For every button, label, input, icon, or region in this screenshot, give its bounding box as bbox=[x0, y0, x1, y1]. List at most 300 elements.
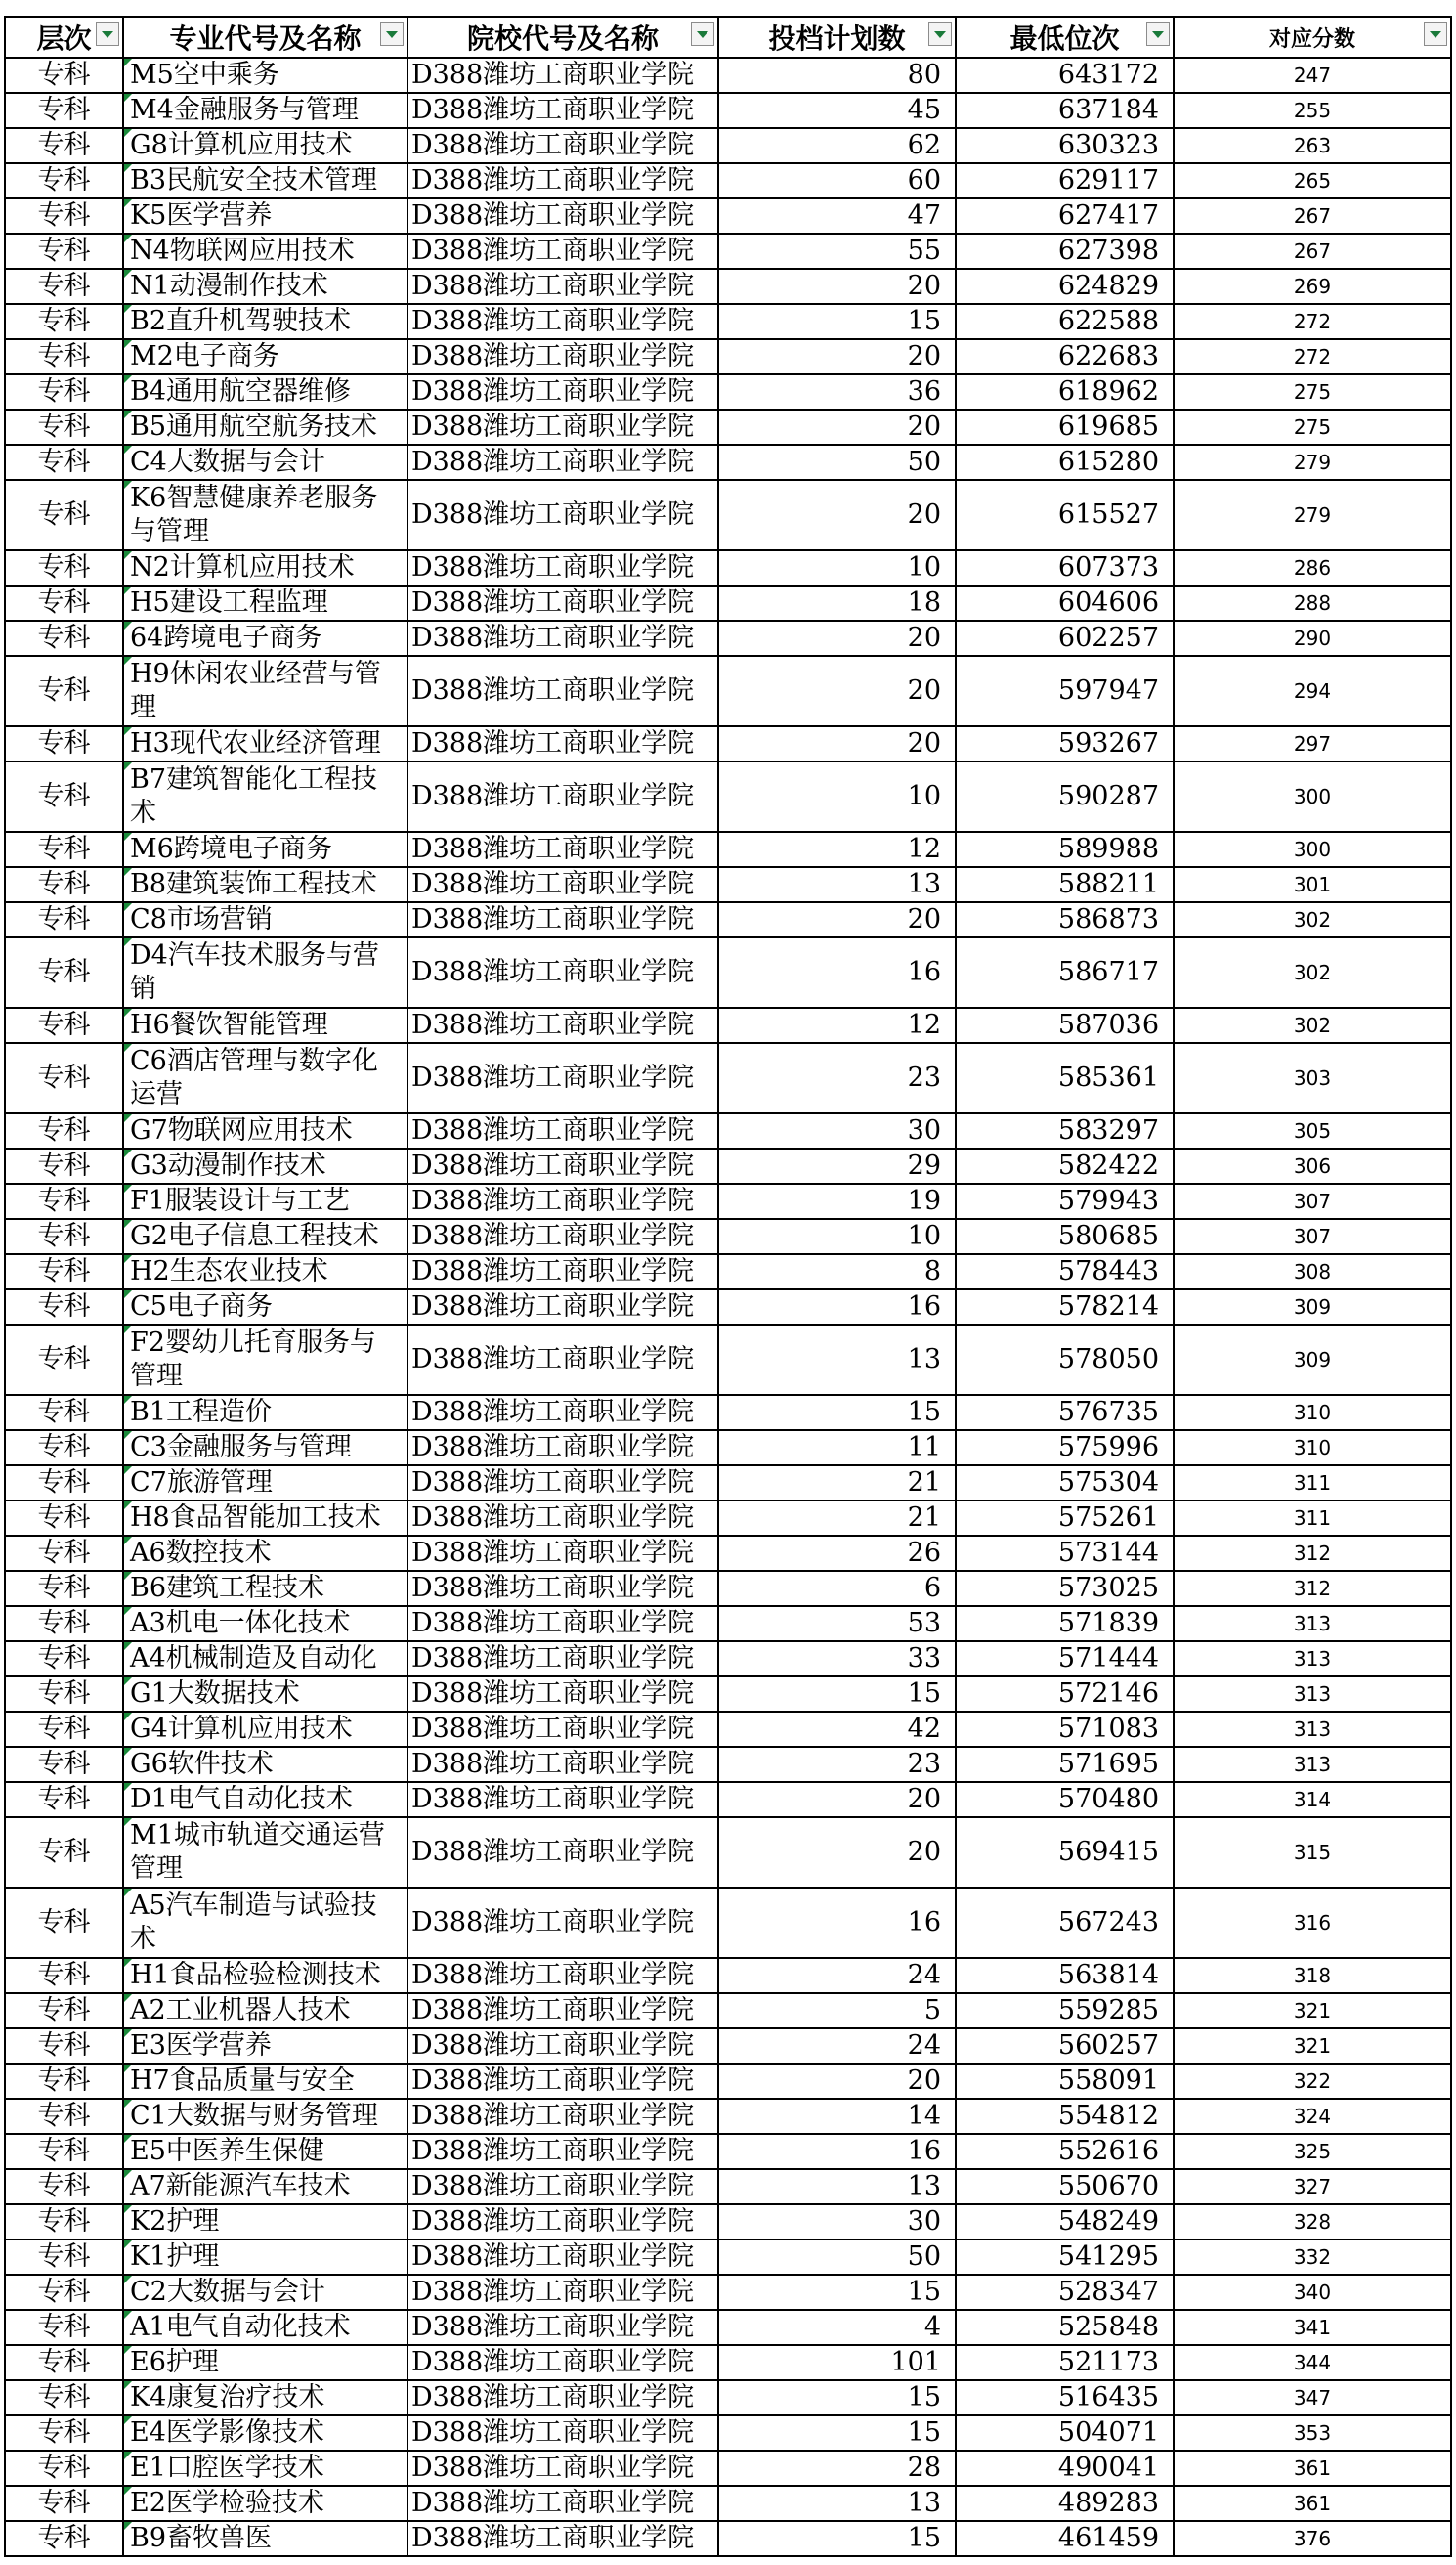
cell-school[interactable]: D388潍坊工商职业学院 bbox=[407, 902, 718, 937]
cell-school[interactable]: D388潍坊工商职业学院 bbox=[407, 2275, 718, 2310]
cell-min-rank[interactable]: 575996 bbox=[956, 1430, 1174, 1465]
cell-level[interactable]: 专科 bbox=[5, 269, 123, 304]
cell-major[interactable]: B8建筑装饰工程技术 bbox=[123, 867, 407, 902]
cell-level[interactable]: 专科 bbox=[5, 2486, 123, 2521]
cell-min-rank[interactable]: 627417 bbox=[956, 198, 1174, 234]
cell-min-rank[interactable]: 552616 bbox=[956, 2134, 1174, 2169]
cell-level[interactable]: 专科 bbox=[5, 1219, 123, 1254]
cell-major[interactable]: F1服装设计与工艺 bbox=[123, 1184, 407, 1219]
cell-level[interactable]: 专科 bbox=[5, 2310, 123, 2345]
cell-major[interactable]: H2生态农业技术 bbox=[123, 1254, 407, 1289]
filter-dropdown-icon[interactable] bbox=[380, 22, 404, 46]
cell-plan-count[interactable]: 13 bbox=[718, 1325, 956, 1395]
cell-score[interactable]: 267 bbox=[1174, 234, 1451, 269]
cell-plan-count[interactable]: 10 bbox=[718, 1219, 956, 1254]
filter-dropdown-icon[interactable] bbox=[691, 22, 714, 46]
cell-plan-count[interactable]: 21 bbox=[718, 1500, 956, 1536]
cell-level[interactable]: 专科 bbox=[5, 445, 123, 480]
cell-plan-count[interactable]: 15 bbox=[718, 2521, 956, 2556]
filter-dropdown-icon[interactable] bbox=[1424, 22, 1447, 46]
cell-plan-count[interactable]: 23 bbox=[718, 1043, 956, 1113]
cell-major[interactable]: G7物联网应用技术 bbox=[123, 1113, 407, 1149]
cell-min-rank[interactable]: 571083 bbox=[956, 1712, 1174, 1747]
cell-score[interactable]: 324 bbox=[1174, 2099, 1451, 2134]
cell-score[interactable]: 310 bbox=[1174, 1430, 1451, 1465]
cell-school[interactable]: D388潍坊工商职业学院 bbox=[407, 656, 718, 726]
cell-min-rank[interactable]: 580685 bbox=[956, 1219, 1174, 1254]
cell-level[interactable]: 专科 bbox=[5, 1008, 123, 1043]
cell-score[interactable]: 347 bbox=[1174, 2380, 1451, 2415]
cell-score[interactable]: 313 bbox=[1174, 1676, 1451, 1712]
cell-school[interactable]: D388潍坊工商职业学院 bbox=[407, 867, 718, 902]
cell-major[interactable]: E3医学营养 bbox=[123, 2028, 407, 2064]
cell-school[interactable]: D388潍坊工商职业学院 bbox=[407, 1641, 718, 1676]
cell-score[interactable]: 265 bbox=[1174, 163, 1451, 198]
cell-major[interactable]: E1口腔医学技术 bbox=[123, 2451, 407, 2486]
cell-major[interactable]: B3民航安全技术管理 bbox=[123, 163, 407, 198]
cell-major[interactable]: H8食品智能加工技术 bbox=[123, 1500, 407, 1536]
cell-level[interactable]: 专科 bbox=[5, 586, 123, 621]
cell-score[interactable]: 306 bbox=[1174, 1149, 1451, 1184]
cell-score[interactable]: 321 bbox=[1174, 2028, 1451, 2064]
cell-min-rank[interactable]: 489283 bbox=[956, 2486, 1174, 2521]
cell-level[interactable]: 专科 bbox=[5, 1606, 123, 1641]
cell-level[interactable]: 专科 bbox=[5, 2275, 123, 2310]
cell-plan-count[interactable]: 13 bbox=[718, 2169, 956, 2204]
cell-score[interactable]: 312 bbox=[1174, 1571, 1451, 1606]
cell-min-rank[interactable]: 615527 bbox=[956, 480, 1174, 550]
cell-level[interactable]: 专科 bbox=[5, 374, 123, 410]
cell-level[interactable]: 专科 bbox=[5, 410, 123, 445]
cell-level[interactable]: 专科 bbox=[5, 2521, 123, 2556]
cell-plan-count[interactable]: 15 bbox=[718, 1395, 956, 1430]
cell-level[interactable]: 专科 bbox=[5, 1184, 123, 1219]
cell-min-rank[interactable]: 604606 bbox=[956, 586, 1174, 621]
cell-score[interactable]: 361 bbox=[1174, 2451, 1451, 2486]
cell-school[interactable]: D388潍坊工商职业学院 bbox=[407, 1043, 718, 1113]
cell-min-rank[interactable]: 579943 bbox=[956, 1184, 1174, 1219]
cell-school[interactable]: D388潍坊工商职业学院 bbox=[407, 1465, 718, 1500]
cell-plan-count[interactable]: 12 bbox=[718, 832, 956, 867]
cell-level[interactable]: 专科 bbox=[5, 2415, 123, 2451]
cell-school[interactable]: D388潍坊工商职业学院 bbox=[407, 1254, 718, 1289]
cell-min-rank[interactable]: 575261 bbox=[956, 1500, 1174, 1536]
cell-level[interactable]: 专科 bbox=[5, 1888, 123, 1958]
cell-school[interactable]: D388潍坊工商职业学院 bbox=[407, 198, 718, 234]
cell-major[interactable]: K6智慧健康养老服务与管理 bbox=[123, 480, 407, 550]
cell-school[interactable]: D388潍坊工商职业学院 bbox=[407, 2345, 718, 2380]
cell-major[interactable]: C1大数据与财务管理 bbox=[123, 2099, 407, 2134]
cell-level[interactable]: 专科 bbox=[5, 163, 123, 198]
cell-plan-count[interactable]: 16 bbox=[718, 2134, 956, 2169]
cell-min-rank[interactable]: 593267 bbox=[956, 726, 1174, 761]
cell-school[interactable]: D388潍坊工商职业学院 bbox=[407, 269, 718, 304]
cell-plan-count[interactable]: 26 bbox=[718, 1536, 956, 1571]
cell-level[interactable]: 专科 bbox=[5, 2134, 123, 2169]
cell-major[interactable]: B6建筑工程技术 bbox=[123, 1571, 407, 1606]
cell-plan-count[interactable]: 24 bbox=[718, 1958, 956, 1993]
cell-min-rank[interactable]: 629117 bbox=[956, 163, 1174, 198]
cell-score[interactable]: 316 bbox=[1174, 1888, 1451, 1958]
cell-score[interactable]: 307 bbox=[1174, 1184, 1451, 1219]
cell-plan-count[interactable]: 20 bbox=[718, 269, 956, 304]
cell-min-rank[interactable]: 575304 bbox=[956, 1465, 1174, 1500]
cell-school[interactable]: D388潍坊工商职业学院 bbox=[407, 1993, 718, 2028]
cell-min-rank[interactable]: 637184 bbox=[956, 93, 1174, 128]
cell-school[interactable]: D388潍坊工商职业学院 bbox=[407, 2521, 718, 2556]
cell-level[interactable]: 专科 bbox=[5, 93, 123, 128]
cell-min-rank[interactable]: 554812 bbox=[956, 2099, 1174, 2134]
cell-score[interactable]: 279 bbox=[1174, 445, 1451, 480]
cell-score[interactable]: 376 bbox=[1174, 2521, 1451, 2556]
cell-school[interactable]: D388潍坊工商职业学院 bbox=[407, 339, 718, 374]
cell-level[interactable]: 专科 bbox=[5, 1817, 123, 1888]
cell-level[interactable]: 专科 bbox=[5, 2204, 123, 2239]
cell-school[interactable]: D388潍坊工商职业学院 bbox=[407, 58, 718, 93]
cell-level[interactable]: 专科 bbox=[5, 1325, 123, 1395]
cell-level[interactable]: 专科 bbox=[5, 761, 123, 832]
cell-plan-count[interactable]: 15 bbox=[718, 1676, 956, 1712]
cell-major[interactable]: G2电子信息工程技术 bbox=[123, 1219, 407, 1254]
cell-plan-count[interactable]: 11 bbox=[718, 1430, 956, 1465]
cell-level[interactable]: 专科 bbox=[5, 1500, 123, 1536]
cell-level[interactable]: 专科 bbox=[5, 1712, 123, 1747]
cell-score[interactable]: 272 bbox=[1174, 304, 1451, 339]
cell-min-rank[interactable]: 583297 bbox=[956, 1113, 1174, 1149]
cell-plan-count[interactable]: 62 bbox=[718, 128, 956, 163]
cell-level[interactable]: 专科 bbox=[5, 1782, 123, 1817]
cell-level[interactable]: 专科 bbox=[5, 1430, 123, 1465]
cell-major[interactable]: C8市场营销 bbox=[123, 902, 407, 937]
cell-score[interactable]: 313 bbox=[1174, 1606, 1451, 1641]
cell-min-rank[interactable]: 590287 bbox=[956, 761, 1174, 832]
cell-min-rank[interactable]: 573144 bbox=[956, 1536, 1174, 1571]
cell-min-rank[interactable]: 525848 bbox=[956, 2310, 1174, 2345]
cell-school[interactable]: D388潍坊工商职业学院 bbox=[407, 1782, 718, 1817]
cell-level[interactable]: 专科 bbox=[5, 2239, 123, 2275]
cell-plan-count[interactable]: 20 bbox=[718, 1782, 956, 1817]
cell-major[interactable]: K5医学营养 bbox=[123, 198, 407, 234]
cell-min-rank[interactable]: 622588 bbox=[956, 304, 1174, 339]
cell-level[interactable]: 专科 bbox=[5, 1113, 123, 1149]
cell-score[interactable]: 269 bbox=[1174, 269, 1451, 304]
cell-min-rank[interactable]: 624829 bbox=[956, 269, 1174, 304]
cell-major[interactable]: E4医学影像技术 bbox=[123, 2415, 407, 2451]
cell-min-rank[interactable]: 528347 bbox=[956, 2275, 1174, 2310]
cell-school[interactable]: D388潍坊工商职业学院 bbox=[407, 1500, 718, 1536]
cell-min-rank[interactable]: 573025 bbox=[956, 1571, 1174, 1606]
cell-score[interactable]: 255 bbox=[1174, 93, 1451, 128]
cell-school[interactable]: D388潍坊工商职业学院 bbox=[407, 1712, 718, 1747]
cell-level[interactable]: 专科 bbox=[5, 1641, 123, 1676]
cell-level[interactable]: 专科 bbox=[5, 1993, 123, 2028]
cell-school[interactable]: D388潍坊工商职业学院 bbox=[407, 1888, 718, 1958]
cell-score[interactable]: 313 bbox=[1174, 1747, 1451, 1782]
cell-level[interactable]: 专科 bbox=[5, 621, 123, 656]
cell-score[interactable]: 288 bbox=[1174, 586, 1451, 621]
cell-major[interactable]: C7旅游管理 bbox=[123, 1465, 407, 1500]
cell-plan-count[interactable]: 15 bbox=[718, 2380, 956, 2415]
cell-plan-count[interactable]: 8 bbox=[718, 1254, 956, 1289]
cell-plan-count[interactable]: 15 bbox=[718, 304, 956, 339]
cell-score[interactable]: 302 bbox=[1174, 1008, 1451, 1043]
cell-min-rank[interactable]: 602257 bbox=[956, 621, 1174, 656]
cell-school[interactable]: D388潍坊工商职业学院 bbox=[407, 93, 718, 128]
cell-school[interactable]: D388潍坊工商职业学院 bbox=[407, 832, 718, 867]
cell-plan-count[interactable]: 50 bbox=[718, 445, 956, 480]
cell-school[interactable]: D388潍坊工商职业学院 bbox=[407, 2134, 718, 2169]
cell-plan-count[interactable]: 45 bbox=[718, 93, 956, 128]
cell-score[interactable]: 300 bbox=[1174, 761, 1451, 832]
cell-score[interactable]: 328 bbox=[1174, 2204, 1451, 2239]
cell-school[interactable]: D388潍坊工商职业学院 bbox=[407, 1817, 718, 1888]
cell-major[interactable]: D1电气自动化技术 bbox=[123, 1782, 407, 1817]
cell-major[interactable]: B9畜牧兽医 bbox=[123, 2521, 407, 2556]
cell-major[interactable]: C4大数据与会计 bbox=[123, 445, 407, 480]
cell-level[interactable]: 专科 bbox=[5, 2099, 123, 2134]
cell-major[interactable]: G6软件技术 bbox=[123, 1747, 407, 1782]
cell-school[interactable]: D388潍坊工商职业学院 bbox=[407, 1536, 718, 1571]
cell-plan-count[interactable]: 10 bbox=[718, 761, 956, 832]
cell-school[interactable]: D388潍坊工商职业学院 bbox=[407, 2239, 718, 2275]
cell-school[interactable]: D388潍坊工商职业学院 bbox=[407, 374, 718, 410]
cell-min-rank[interactable]: 541295 bbox=[956, 2239, 1174, 2275]
cell-plan-count[interactable]: 12 bbox=[718, 1008, 956, 1043]
cell-level[interactable]: 专科 bbox=[5, 2451, 123, 2486]
cell-level[interactable]: 专科 bbox=[5, 1676, 123, 1712]
cell-level[interactable]: 专科 bbox=[5, 1571, 123, 1606]
cell-score[interactable]: 361 bbox=[1174, 2486, 1451, 2521]
cell-major[interactable]: D4汽车技术服务与营销 bbox=[123, 937, 407, 1008]
cell-plan-count[interactable]: 20 bbox=[718, 480, 956, 550]
cell-min-rank[interactable]: 607373 bbox=[956, 550, 1174, 586]
cell-school[interactable]: D388潍坊工商职业学院 bbox=[407, 1676, 718, 1712]
cell-level[interactable]: 专科 bbox=[5, 726, 123, 761]
cell-score[interactable]: 263 bbox=[1174, 128, 1451, 163]
cell-major[interactable]: G3动漫制作技术 bbox=[123, 1149, 407, 1184]
cell-min-rank[interactable]: 569415 bbox=[956, 1817, 1174, 1888]
cell-plan-count[interactable]: 23 bbox=[718, 1747, 956, 1782]
cell-level[interactable]: 专科 bbox=[5, 2028, 123, 2064]
cell-level[interactable]: 专科 bbox=[5, 937, 123, 1008]
cell-major[interactable]: H7食品质量与安全 bbox=[123, 2064, 407, 2099]
cell-min-rank[interactable]: 582422 bbox=[956, 1149, 1174, 1184]
cell-plan-count[interactable]: 16 bbox=[718, 937, 956, 1008]
cell-plan-count[interactable]: 20 bbox=[718, 1817, 956, 1888]
cell-major[interactable]: M4金融服务与管理 bbox=[123, 93, 407, 128]
cell-score[interactable]: 321 bbox=[1174, 1993, 1451, 2028]
cell-score[interactable]: 307 bbox=[1174, 1219, 1451, 1254]
cell-major[interactable]: B2直升机驾驶技术 bbox=[123, 304, 407, 339]
cell-major[interactable]: E6护理 bbox=[123, 2345, 407, 2380]
cell-min-rank[interactable]: 627398 bbox=[956, 234, 1174, 269]
filter-dropdown-icon[interactable] bbox=[928, 22, 952, 46]
cell-plan-count[interactable]: 5 bbox=[718, 1993, 956, 2028]
cell-score[interactable]: 313 bbox=[1174, 1641, 1451, 1676]
cell-plan-count[interactable]: 4 bbox=[718, 2310, 956, 2345]
cell-score[interactable]: 286 bbox=[1174, 550, 1451, 586]
cell-major[interactable]: M5空中乘务 bbox=[123, 58, 407, 93]
cell-plan-count[interactable]: 20 bbox=[718, 902, 956, 937]
cell-plan-count[interactable]: 55 bbox=[718, 234, 956, 269]
cell-level[interactable]: 专科 bbox=[5, 1465, 123, 1500]
cell-score[interactable]: 272 bbox=[1174, 339, 1451, 374]
cell-score[interactable]: 294 bbox=[1174, 656, 1451, 726]
cell-level[interactable]: 专科 bbox=[5, 1958, 123, 1993]
cell-score[interactable]: 247 bbox=[1174, 58, 1451, 93]
cell-plan-count[interactable]: 33 bbox=[718, 1641, 956, 1676]
cell-plan-count[interactable]: 60 bbox=[718, 163, 956, 198]
cell-level[interactable]: 专科 bbox=[5, 2380, 123, 2415]
cell-min-rank[interactable]: 619685 bbox=[956, 410, 1174, 445]
cell-plan-count[interactable]: 29 bbox=[718, 1149, 956, 1184]
cell-plan-count[interactable]: 10 bbox=[718, 550, 956, 586]
cell-score[interactable]: 312 bbox=[1174, 1536, 1451, 1571]
cell-plan-count[interactable]: 20 bbox=[718, 621, 956, 656]
cell-min-rank[interactable]: 588211 bbox=[956, 867, 1174, 902]
cell-plan-count[interactable]: 20 bbox=[718, 339, 956, 374]
cell-major[interactable]: A2工业机器人技术 bbox=[123, 1993, 407, 2028]
cell-major[interactable]: A3机电一体化技术 bbox=[123, 1606, 407, 1641]
cell-plan-count[interactable]: 50 bbox=[718, 2239, 956, 2275]
cell-plan-count[interactable]: 15 bbox=[718, 2275, 956, 2310]
cell-score[interactable]: 300 bbox=[1174, 832, 1451, 867]
cell-school[interactable]: D388潍坊工商职业学院 bbox=[407, 937, 718, 1008]
cell-major[interactable]: H5建设工程监理 bbox=[123, 586, 407, 621]
cell-min-rank[interactable]: 585361 bbox=[956, 1043, 1174, 1113]
cell-min-rank[interactable]: 589988 bbox=[956, 832, 1174, 867]
cell-major[interactable]: H6餐饮智能管理 bbox=[123, 1008, 407, 1043]
cell-major[interactable]: A7新能源汽车技术 bbox=[123, 2169, 407, 2204]
cell-plan-count[interactable]: 14 bbox=[718, 2099, 956, 2134]
cell-level[interactable]: 专科 bbox=[5, 656, 123, 726]
cell-plan-count[interactable]: 53 bbox=[718, 1606, 956, 1641]
cell-school[interactable]: D388潍坊工商职业学院 bbox=[407, 761, 718, 832]
cell-school[interactable]: D388潍坊工商职业学院 bbox=[407, 480, 718, 550]
cell-min-rank[interactable]: 586873 bbox=[956, 902, 1174, 937]
cell-plan-count[interactable]: 20 bbox=[718, 726, 956, 761]
cell-score[interactable]: 341 bbox=[1174, 2310, 1451, 2345]
cell-score[interactable]: 275 bbox=[1174, 410, 1451, 445]
cell-school[interactable]: D388潍坊工商职业学院 bbox=[407, 304, 718, 339]
cell-score[interactable]: 309 bbox=[1174, 1325, 1451, 1395]
cell-major[interactable]: H1食品检验检测技术 bbox=[123, 1958, 407, 1993]
cell-min-rank[interactable]: 578443 bbox=[956, 1254, 1174, 1289]
cell-score[interactable]: 301 bbox=[1174, 867, 1451, 902]
cell-level[interactable]: 专科 bbox=[5, 1254, 123, 1289]
cell-min-rank[interactable]: 548249 bbox=[956, 2204, 1174, 2239]
cell-plan-count[interactable]: 15 bbox=[718, 2415, 956, 2451]
cell-school[interactable]: D388潍坊工商职业学院 bbox=[407, 2204, 718, 2239]
cell-min-rank[interactable]: 504071 bbox=[956, 2415, 1174, 2451]
cell-plan-count[interactable]: 42 bbox=[718, 1712, 956, 1747]
cell-plan-count[interactable]: 30 bbox=[718, 2204, 956, 2239]
cell-major[interactable]: G4计算机应用技术 bbox=[123, 1712, 407, 1747]
cell-school[interactable]: D388潍坊工商职业学院 bbox=[407, 1325, 718, 1395]
cell-school[interactable]: D388潍坊工商职业学院 bbox=[407, 1113, 718, 1149]
cell-min-rank[interactable]: 570480 bbox=[956, 1782, 1174, 1817]
cell-school[interactable]: D388潍坊工商职业学院 bbox=[407, 586, 718, 621]
cell-score[interactable]: 309 bbox=[1174, 1289, 1451, 1325]
cell-school[interactable]: D388潍坊工商职业学院 bbox=[407, 2310, 718, 2345]
cell-plan-count[interactable]: 20 bbox=[718, 2064, 956, 2099]
cell-min-rank[interactable]: 587036 bbox=[956, 1008, 1174, 1043]
cell-major[interactable]: G1大数据技术 bbox=[123, 1676, 407, 1712]
cell-min-rank[interactable]: 559285 bbox=[956, 1993, 1174, 2028]
cell-level[interactable]: 专科 bbox=[5, 2345, 123, 2380]
cell-major[interactable]: C3金融服务与管理 bbox=[123, 1430, 407, 1465]
cell-level[interactable]: 专科 bbox=[5, 58, 123, 93]
cell-major[interactable]: H3现代农业经济管理 bbox=[123, 726, 407, 761]
cell-plan-count[interactable]: 13 bbox=[718, 2486, 956, 2521]
cell-major[interactable]: K1护理 bbox=[123, 2239, 407, 2275]
cell-min-rank[interactable]: 571444 bbox=[956, 1641, 1174, 1676]
cell-school[interactable]: D388潍坊工商职业学院 bbox=[407, 445, 718, 480]
cell-level[interactable]: 专科 bbox=[5, 867, 123, 902]
cell-min-rank[interactable]: 550670 bbox=[956, 2169, 1174, 2204]
cell-score[interactable]: 353 bbox=[1174, 2415, 1451, 2451]
cell-school[interactable]: D388潍坊工商职业学院 bbox=[407, 1958, 718, 1993]
cell-school[interactable]: D388潍坊工商职业学院 bbox=[407, 621, 718, 656]
cell-plan-count[interactable]: 24 bbox=[718, 2028, 956, 2064]
cell-min-rank[interactable]: 567243 bbox=[956, 1888, 1174, 1958]
cell-plan-count[interactable]: 30 bbox=[718, 1113, 956, 1149]
cell-school[interactable]: D388潍坊工商职业学院 bbox=[407, 2064, 718, 2099]
cell-school[interactable]: D388潍坊工商职业学院 bbox=[407, 234, 718, 269]
filter-dropdown-icon[interactable] bbox=[1146, 22, 1170, 46]
cell-level[interactable]: 专科 bbox=[5, 832, 123, 867]
cell-level[interactable]: 专科 bbox=[5, 339, 123, 374]
cell-major[interactable]: M1城市轨道交通运营管理 bbox=[123, 1817, 407, 1888]
cell-major[interactable]: 64跨境电子商务 bbox=[123, 621, 407, 656]
cell-school[interactable]: D388潍坊工商职业学院 bbox=[407, 2099, 718, 2134]
cell-level[interactable]: 专科 bbox=[5, 1747, 123, 1782]
cell-min-rank[interactable]: 578050 bbox=[956, 1325, 1174, 1395]
cell-plan-count[interactable]: 13 bbox=[718, 867, 956, 902]
cell-major[interactable]: A5汽车制造与试验技术 bbox=[123, 1888, 407, 1958]
cell-plan-count[interactable]: 47 bbox=[718, 198, 956, 234]
cell-school[interactable]: D388潍坊工商职业学院 bbox=[407, 128, 718, 163]
cell-school[interactable]: D388潍坊工商职业学院 bbox=[407, 1149, 718, 1184]
cell-major[interactable]: H9休闲农业经营与管理 bbox=[123, 656, 407, 726]
cell-major[interactable]: E5中医养生保健 bbox=[123, 2134, 407, 2169]
cell-major[interactable]: K2护理 bbox=[123, 2204, 407, 2239]
cell-min-rank[interactable]: 572146 bbox=[956, 1676, 1174, 1712]
cell-level[interactable]: 专科 bbox=[5, 550, 123, 586]
filter-dropdown-icon[interactable] bbox=[96, 22, 119, 46]
cell-school[interactable]: D388潍坊工商职业学院 bbox=[407, 1747, 718, 1782]
cell-level[interactable]: 专科 bbox=[5, 2169, 123, 2204]
cell-major[interactable]: G8计算机应用技术 bbox=[123, 128, 407, 163]
cell-school[interactable]: D388潍坊工商职业学院 bbox=[407, 1395, 718, 1430]
cell-major[interactable]: B7建筑智能化工程技术 bbox=[123, 761, 407, 832]
cell-school[interactable]: D388潍坊工商职业学院 bbox=[407, 2486, 718, 2521]
cell-school[interactable]: D388潍坊工商职业学院 bbox=[407, 2380, 718, 2415]
cell-plan-count[interactable]: 20 bbox=[718, 410, 956, 445]
cell-school[interactable]: D388潍坊工商职业学院 bbox=[407, 1219, 718, 1254]
cell-school[interactable]: D388潍坊工商职业学院 bbox=[407, 2028, 718, 2064]
cell-school[interactable]: D388潍坊工商职业学院 bbox=[407, 550, 718, 586]
cell-min-rank[interactable]: 643172 bbox=[956, 58, 1174, 93]
cell-score[interactable]: 332 bbox=[1174, 2239, 1451, 2275]
cell-school[interactable]: D388潍坊工商职业学院 bbox=[407, 1289, 718, 1325]
cell-score[interactable]: 310 bbox=[1174, 1395, 1451, 1430]
cell-plan-count[interactable]: 36 bbox=[718, 374, 956, 410]
cell-school[interactable]: D388潍坊工商职业学院 bbox=[407, 1606, 718, 1641]
cell-score[interactable]: 302 bbox=[1174, 937, 1451, 1008]
cell-score[interactable]: 344 bbox=[1174, 2345, 1451, 2380]
cell-score[interactable]: 325 bbox=[1174, 2134, 1451, 2169]
